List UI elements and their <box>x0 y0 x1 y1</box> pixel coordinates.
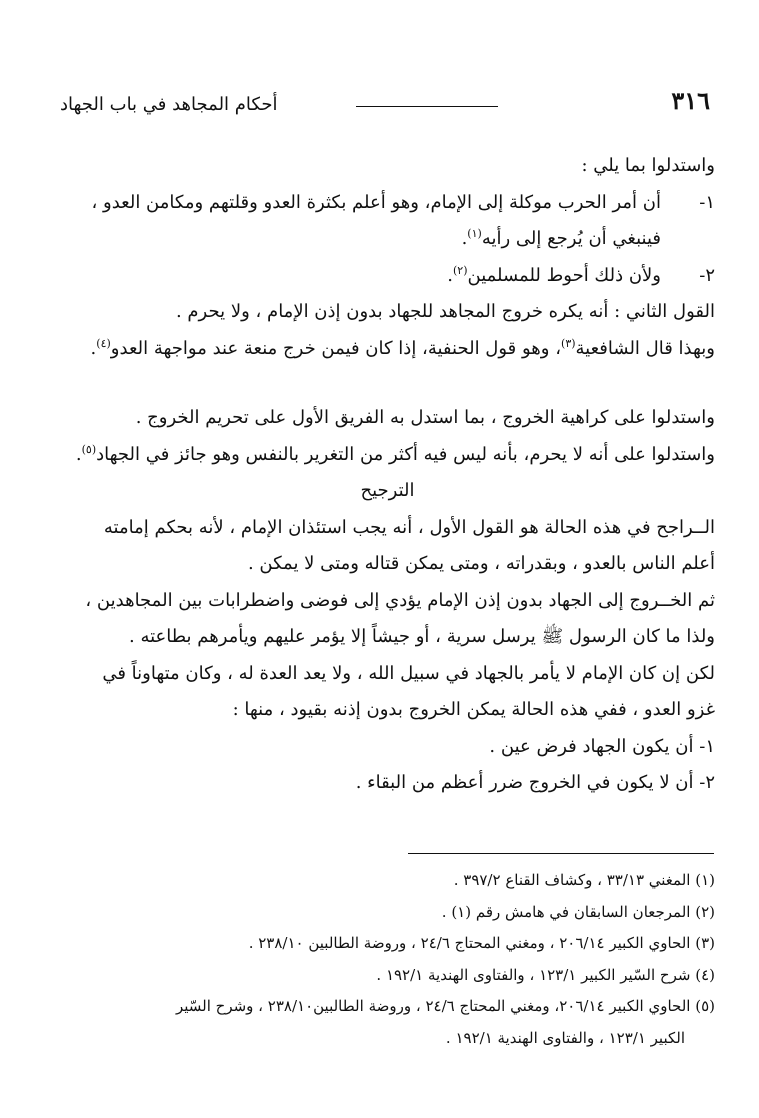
condition-1: ١- أن يكون الجهاد فرض عين . <box>489 735 715 757</box>
tarjih-heading: الترجيح <box>360 480 415 501</box>
shafii-line: وبهذا قال الشافعية$^{(٣)}$، وهو قول الحنفية، إذا كان فيمن خرج منعة عند مواجهة العدو$^{(٤)}$. <box>90 336 715 359</box>
list-item-1 <box>60 185 715 222</box>
list-text: أن أمر الحرب موكلة إلى الإمام، وهو أعلم بكثرة العدو وقلتهم ومكامن العدو ، <box>91 191 661 213</box>
tarjih-line-3: ثم الخــروج إلى الجهاد بدون إذن الإمام يؤدي إلى فوضى واضطرابات بين المجاهدين ، <box>85 589 715 611</box>
footnote-2: (٢) المرجعان السابقان في هامش رقم (١) . <box>441 902 715 921</box>
footnote-ref[interactable]: (٣) <box>561 336 576 350</box>
footnote-ref[interactable]: (٢) <box>452 263 468 277</box>
tarjih-line-5: لكن إن كان الإمام لا يأمر بالجهاد في سبيل الله ، ولا يعد العدة له ، وكان متهاوناً في <box>102 662 715 684</box>
evidence-line-2: واستدلوا على أنه لا يحرم، بأنه ليس فيه أكثر من التغرير بالنفس وهو جائز في الجهاد$^{(٥)}$. <box>75 442 715 465</box>
header-rule <box>356 106 498 107</box>
footnote-ref[interactable]: (٤) <box>96 336 111 350</box>
footnote-5-continuation: الكبير ١٢٣/١ ، والفتاوى الهندية ١٩٢/١ . <box>445 1028 685 1047</box>
text-span: ، وهو قول الحنفية، إذا كان فيمن خرج منعة عند مواجهة العدو <box>110 337 562 359</box>
footnote-4: (٤) شرح السّير الكبير ١٢٣/١ ، والفتاوى الهندية ١٩٢/١ . <box>376 965 715 984</box>
page-number: ٣١٦ <box>671 86 710 115</box>
tarjih-line-4: ولذا ما كان الرسول ﷺ يرسل سرية ، أو جيشاً إلا يؤمر عليهم ويأمرهم بطاعته . <box>129 626 715 647</box>
paragraph-gap <box>60 367 715 400</box>
tarjih-line-1: الــراجح في هذه الحالة هو القول الأول ، أنه يجب استئذان الإمام ، لأنه بحكم إمامته <box>103 516 715 538</box>
list-number: ١- <box>699 191 715 213</box>
footnote-ref[interactable]: (١) <box>467 227 482 240</box>
footnote-1: (١) المغني ٣٣/١٣ ، وكشاف القناع ٣٩٧/٢ . <box>453 871 715 889</box>
list-item-2: ٢-ولأن ذلك أحوط للمسلمين$^{(٢)}$. <box>60 258 715 295</box>
footnote-ref[interactable]: (٥) <box>81 442 97 456</box>
text-span: واستدلوا على أنه لا يحرم، بأنه ليس فيه أكثر من التغرير بالنفس وهو جائز في الجهاد <box>96 443 715 465</box>
footnote-5: (٥) الحاوي الكبير ٢٠٦/١٤، ومغني المحتاج ٢٤/٦ ، وروضة الطالبين٢٣٨/١٠ ، وشرح السّير <box>175 997 715 1015</box>
list-item-1-continuation: فينبغي أن يُرجع إلى رأيه$^{(١)}$. <box>461 227 661 249</box>
running-title: أحكام المجاهد في باب الجهاد <box>60 94 278 115</box>
second-opinion: القول الثاني : أنه يكره خروج المجاهد للجهاد بدون إذن الإمام ، ولا يحرم . <box>175 301 715 322</box>
list-text: ولأن ذلك أحوط للمسلمين <box>467 264 661 286</box>
intro-line: واستدلوا بما يلي : <box>581 155 715 176</box>
evidence-line-1: واستدلوا على كراهية الخروج ، بما استدل به الفريق الأول على تحريم الخروج . <box>135 407 715 428</box>
main-text <box>60 148 715 802</box>
condition-2: ٢- أن لا يكون في الخروج ضرر أعظم من البقاء . <box>355 772 715 793</box>
tarjih-line-6: غزو العدو ، ففي هذه الحالة يمكن الخروج بدون إذنه بقيود ، منها : <box>232 699 715 720</box>
footnotes <box>60 865 715 1054</box>
footnote-3: (٣) الحاوي الكبير ٢٠٦/١٤ ، ومغني المحتاج ٢٤/٦ ، وروضة الطالبين ٢٣٨/١٠ . <box>248 934 715 952</box>
tarjih-line-2: أعلم الناس بالعدو ، وبقدراته ، ومتى يمكن قتاله ومتى لا يمكن . <box>247 553 715 574</box>
text-span: وبهذا قال الشافعية <box>575 337 715 359</box>
footnote-separator <box>408 853 714 854</box>
list-number: ٢- <box>699 264 715 286</box>
list-text: فينبغي أن يُرجع إلى رأيه <box>481 228 661 249</box>
page-header <box>60 86 710 126</box>
